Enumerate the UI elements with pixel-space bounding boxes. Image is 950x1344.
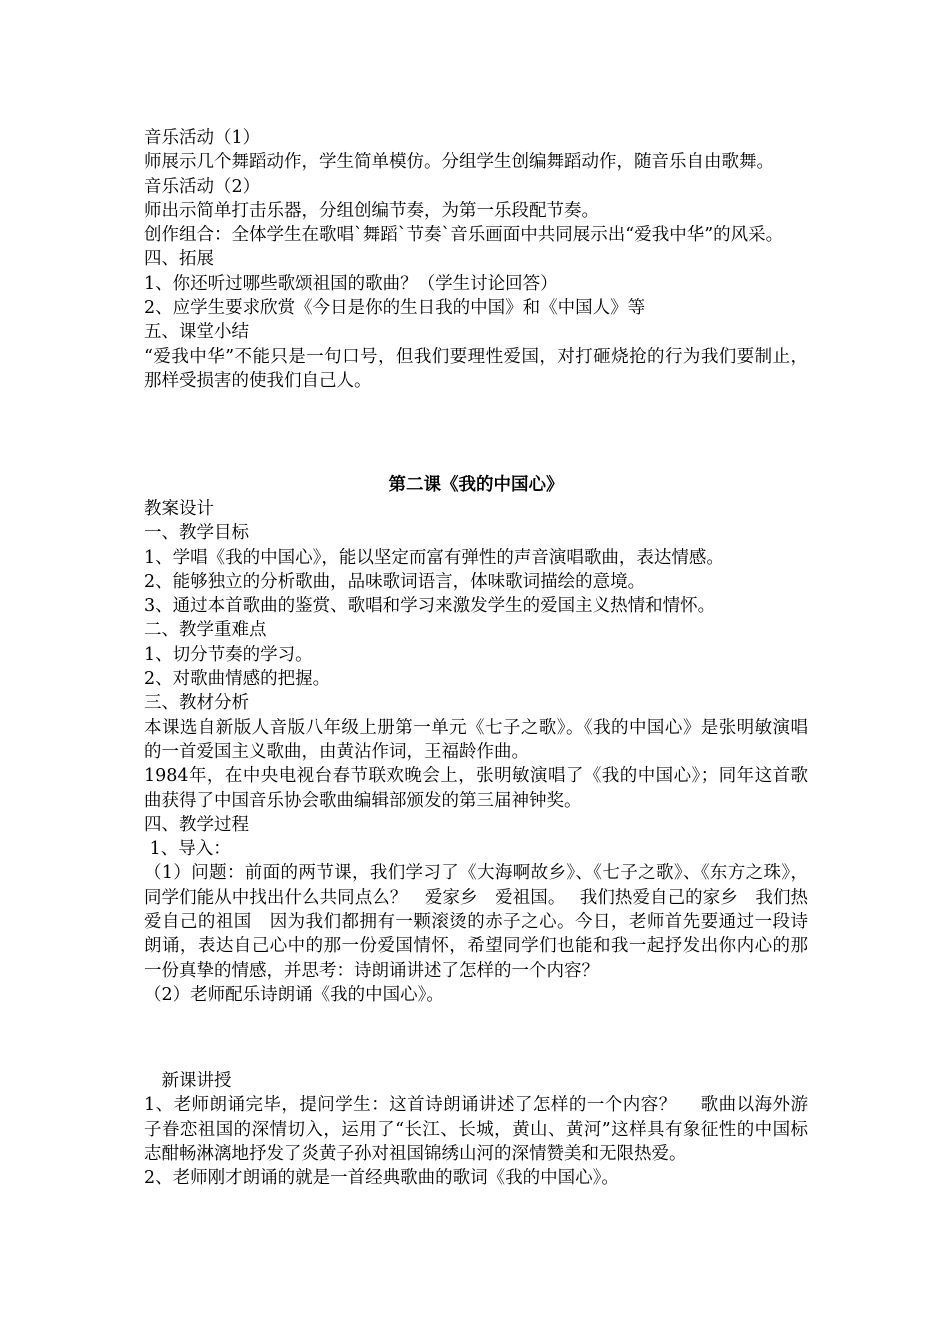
new-lesson-item-1: 1、老师朗诵完毕，提问学生：这首诗朗诵讲述了怎样的一个内容？ 歌曲以海外游子眷恋祖国的深情切入，运用了“长江、长城，黄山、黄河”这样具有象征性的中国标志酣畅淋漓地抒发了炎黄子孙对祖国锦绣山河的深情赞美和无限热爱。 — [144, 1095, 808, 1164]
extension-heading: 四、拓展 — [144, 249, 214, 270]
key-point-1: 1、切分节奏的学习。 — [144, 644, 313, 665]
goals-heading: 一、教学目标 — [144, 523, 249, 544]
new-lesson-heading: 新课讲授 — [144, 1071, 232, 1091]
activity-2-text: 师出示简单打击乐器，分组创编节奏，为第一乐段配节奏。 — [144, 200, 599, 221]
material-analysis-text-2: 1984年，在中央电视台春节联欢晚会上，张明敏演唱了《我的中国心》；同年这首歌曲获得了中国音乐协会歌曲编辑部颁发的第三届神钟奖。 — [144, 766, 808, 811]
goal-1: 1、学唱《我的中国心》，能以坚定而富有弹性的声音演唱歌曲，表达情感。 — [144, 547, 724, 568]
extension-item-1: 1、你还听过哪些歌颂祖国的歌曲？（学生讨论回答） — [144, 273, 558, 294]
activity-2-heading: 音乐活动（2） — [144, 176, 261, 197]
process-heading: 四、教学过程 — [144, 814, 249, 835]
material-analysis-text-1: 本课选自新版人音版八年级上册第一单元《七子之歌》。《我的中国心》是张明敏演唱的一首爱国主义歌曲，由黄沾作词，王福龄作曲。 — [144, 717, 808, 762]
lesson-title: 第二课《我的中国心》 — [388, 475, 564, 495]
creative-combination-text: 创作组合：全体学生在歌唱`舞蹈`节奏`音乐画面中共同展示出“爱我中华”的风采。 — [144, 225, 784, 246]
new-lesson-section — [144, 1069, 808, 1190]
lesson-2-section — [144, 473, 808, 1007]
activity-1-heading: 音乐活动（1） — [144, 128, 261, 148]
key-point-2: 2、对歌曲情感的把握。 — [144, 669, 331, 690]
goal-2: 2、能够独立的分析歌曲，品味歌词语言，体味歌词描绘的意境。 — [144, 571, 646, 592]
summary-text: “爱我中华”不能只是一句口号，但我们要理性爱国，对打砸烧抢的行为我们要制止，那样受损害的使我们自己人。 — [144, 346, 808, 391]
new-lesson-item-2: 2、老师刚才朗诵的就是一首经典歌曲的歌词《我的中国心》。 — [144, 1168, 619, 1189]
intro-question-text: （1）问题：前面的两节课，我们学习了《大海啊故乡》、《七子之歌》、《东方之珠》，同学们能从中找出什么共同点么？ 爱家乡 爱祖国。 我们热爱自己的家乡 我们热爱自己的祖国 因为我们都拥有一颗滚烫的赤子之心。今日，老师首先要通过一段诗朗诵，表达自己心中的那一份爱国情怀，希望同学们也能和我一起抒发出你内心的那一份真挚的情感，并思考：诗朗诵讲述了怎样的一个内容？ — [144, 863, 808, 981]
goal-3: 3、通过本首歌曲的鉴赏、歌唱和学习来激发学生的爱国主义热情和情怀。 — [144, 596, 716, 617]
summary-heading: 五、课堂小结 — [144, 322, 249, 343]
design-heading: 教案设计 — [144, 499, 214, 519]
key-points-heading: 二、教学重难点 — [144, 620, 267, 641]
extension-item-2: 2、应学生要求欣赏《今日是你的生日我的中国》和《中国人》等 — [144, 298, 646, 319]
intro-recitation-text: （2）老师配乐诗朗诵《我的中国心》。 — [144, 984, 444, 1005]
intro-heading: 1、导入： — [144, 839, 231, 860]
material-analysis-heading: 三、教材分析 — [144, 693, 249, 714]
activity-1-text: 师展示几个舞蹈动作，学生简单模仿。分组学生创编舞蹈动作，随音乐自由歌舞。 — [144, 152, 774, 173]
section-continuation — [144, 126, 808, 393]
